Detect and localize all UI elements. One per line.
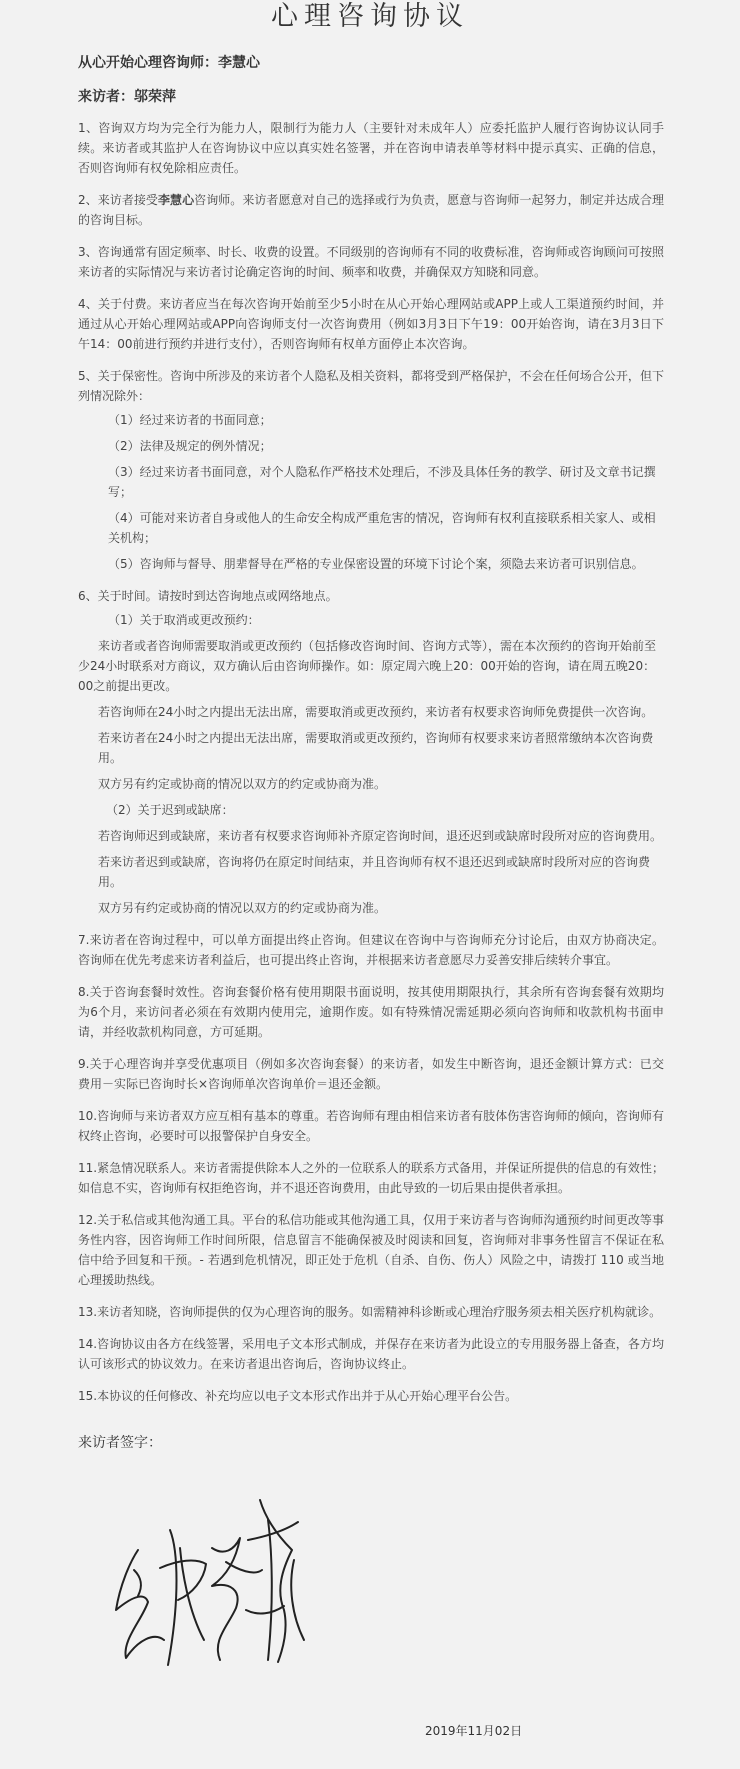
counselor-line: 从心开始心理咨询师：李慧心 [78,55,260,71]
signature-date: 2019年11月02日 [425,1724,523,1738]
clause-5-item: （2）法律及规定的例外情况； [108,439,272,453]
clause-5-item: （4）可能对来访者自身或他人的生命安全构成严重危害的情况，咨询师有权利直接联系相关家人、或相关机构； [108,511,656,545]
clause-6-sub1-line: 若咨询师在24小时之内提出无法出席，需要取消或更改预约，来访者有权要求咨询师免费提供一次咨询。 [98,705,654,719]
clause-15: 15.本协议的任何修改、补充均应以电子文本形式作出并于从心开始心理平台公告。 [78,1389,518,1403]
clause-13: 13.来访者知晓，咨询师提供的仅为心理咨询的服务。如需精神科诊断或心理治疗服务须去相关医疗机构就诊。 [78,1305,662,1319]
clause-6-sub1-text: 来访者或者咨询师需要取消或更改预约（包括修改咨询时间、咨询方式等），需在本次预约的咨询开始前至少24小时联系对方商议，双方确认后由咨询师操作。如：原定周六晚上20：00开始的咨询，请在周五晚20：00之前提出更改。 [78,639,657,693]
handwritten-signature [108,1490,348,1670]
clause-10: 10.咨询师与来访者双方应互相有基本的尊重。若咨询师有理由相信来访者有肢体伤害咨询师的倾向，咨询师有权终止咨询，必要时可以报警保护自身安全。 [78,1109,664,1143]
clause-9: 9.关于心理咨询并享受优惠项目（例如多次咨询套餐）的来访者，如发生中断咨询，退还金额计算方式：已交费用－实际已咨询时长×咨询师单次咨询单价＝退还金额。 [78,1057,664,1091]
client-line: 来访者：邬荣萍 [78,89,176,105]
clause-2-suffix: 咨询师。来访者愿意对自己的选择或行为负责，愿意与咨询师一起努力，制定并达成合理的咨询目标。 [78,193,664,227]
clause-1: 1、咨询双方均为完全行为能力人，限制行为能力人（主要针对未成年人）应委托监护人履行咨询协议认同手续。来访者或其监护人在咨询协议中应以真实姓名签署，并在咨询申请表单等材料中提示真实、正确的信息，否则咨询师有权免除相应责任。 [78,121,664,175]
clause-3: 3、咨询通常有固定频率、时长、收费的设置。不同级别的咨询师有不同的收费标准，咨询师或咨询顾问可按照来访者的实际情况与来访者讨论确定咨询的时间、频率和收费，并确保双方知晓和同意。 [78,245,664,279]
clause-6-sub2-line: 若来访者迟到或缺席，咨询将仍在原定时间结束，并且咨询师有权不退还迟到或缺席时段所对应的咨询费用。 [98,855,651,889]
clause-6-sub2-line: 若咨询师迟到或缺席，来访者有权要求咨询师补齐原定咨询时间，退还迟到或缺席时段所对应的咨询费用。 [98,829,663,843]
clause-2 [78,190,664,230]
clause-6: 6、关于时间。请按时到达咨询地点或网络地点。 [78,589,338,603]
clause-5-item: （1）经过来访者的书面同意； [108,413,272,427]
clause-4: 4、关于付费。来访者应当在每次咨询开始前至少5小时在从心开始心理网站或APP上或人工渠道预约时间，并通过从心开始心理网站或APP向咨询师支付一次咨询费用（例如3月3日下午19：00开始咨询，请在3月3日下午14：00前进行预约并进行支付），否则咨询师有权单方面停止本次咨询。 [78,297,664,351]
clause-14: 14.咨询协议由各方在线签署，采用电子文本形式制成，并保存在来访者为此设立的专用服务器上备查，各方均认可该形式的协议效力。在来访者退出咨询后，咨询协议终止。 [78,1337,664,1371]
agreement-body [78,118,664,1418]
clause-6-sub2-line: 双方另有约定或协商的情况以双方的约定或协商为准。 [98,901,387,915]
clause-12: 12.关于私信或其他沟通工具。平台的私信功能或其他沟通工具，仅用于来访者与咨询师沟通预约时间更改等事务性内容，因咨询师工作时间所限，信息留言不能确保被及时阅读和回复，咨询师对非事务性留言不保证在私信中给予回复和干预。- 若遇到危机情况，即正处于危机（自杀、自伤、伤人）风险之中，请拨打 110 或当地心理援助热线。 [78,1213,664,1287]
clause-6-sub1-heading: （1）关于取消或更改预约： [108,613,260,627]
document-title: 心理咨询协议 [271,1,469,32]
clause-5-item: （3）经过来访者书面同意，对个人隐私作严格技术处理后，不涉及具体任务的教学、研讨及文章书记撰写； [108,465,656,499]
clause-6-sub1-line: 双方另有约定或协商的情况以双方的约定或协商为准。 [98,777,387,791]
counselor-name: 李慧心 [157,193,195,207]
clause-11: 11.紧急情况联系人。来访者需提供除本人之外的一位联系人的联系方式备用，并保证所提供的信息的有效性；如信息不实，咨询师有权拒绝咨询，并不退还咨询费用，由此导致的一切后果由提供者承担。 [78,1161,664,1195]
clause-8: 8.关于咨询套餐时效性。咨询套餐价格有使用期限书面说明，按其使用期限执行，其余所有咨询套餐有效期均为6个月，来访问者必须在有效期内使用完，逾期作废。如有特殊情况需延期必须向咨询师和收款机构书面申请，并经收款机构同意，方可延期。 [78,985,664,1039]
clause-5: 5、关于保密性。咨询中所涉及的来访者个人隐私及相关资料，都将受到严格保护，不会在任何场合公开，但下列情况除外： [78,369,664,403]
clause-6-sub1-line: 若来访者在24小时之内提出无法出席，需要取消或更改预约，咨询师有权要求来访者照常缴纳本次咨询费用。 [98,731,654,765]
signature-label: 来访者签字： [78,1435,162,1451]
clause-7: 7.来访者在咨询过程中，可以单方面提出终止咨询。但建议在咨询中与咨询师充分讨论后，由双方协商决定。咨询师在优先考虑来访者利益后，也可提出终止咨询，并根据来访者意愿尽力妥善安排后续转介事宜。 [78,933,664,967]
clause-2-prefix: 2、来访者接受 [78,193,158,207]
clause-5-item: （5）咨询师与督导、朋辈督导在严格的专业保密设置的环境下讨论个案，须隐去来访者可识别信息。 [108,557,644,571]
clause-6-sub2-heading: （2）关于迟到或缺席： [106,803,234,817]
